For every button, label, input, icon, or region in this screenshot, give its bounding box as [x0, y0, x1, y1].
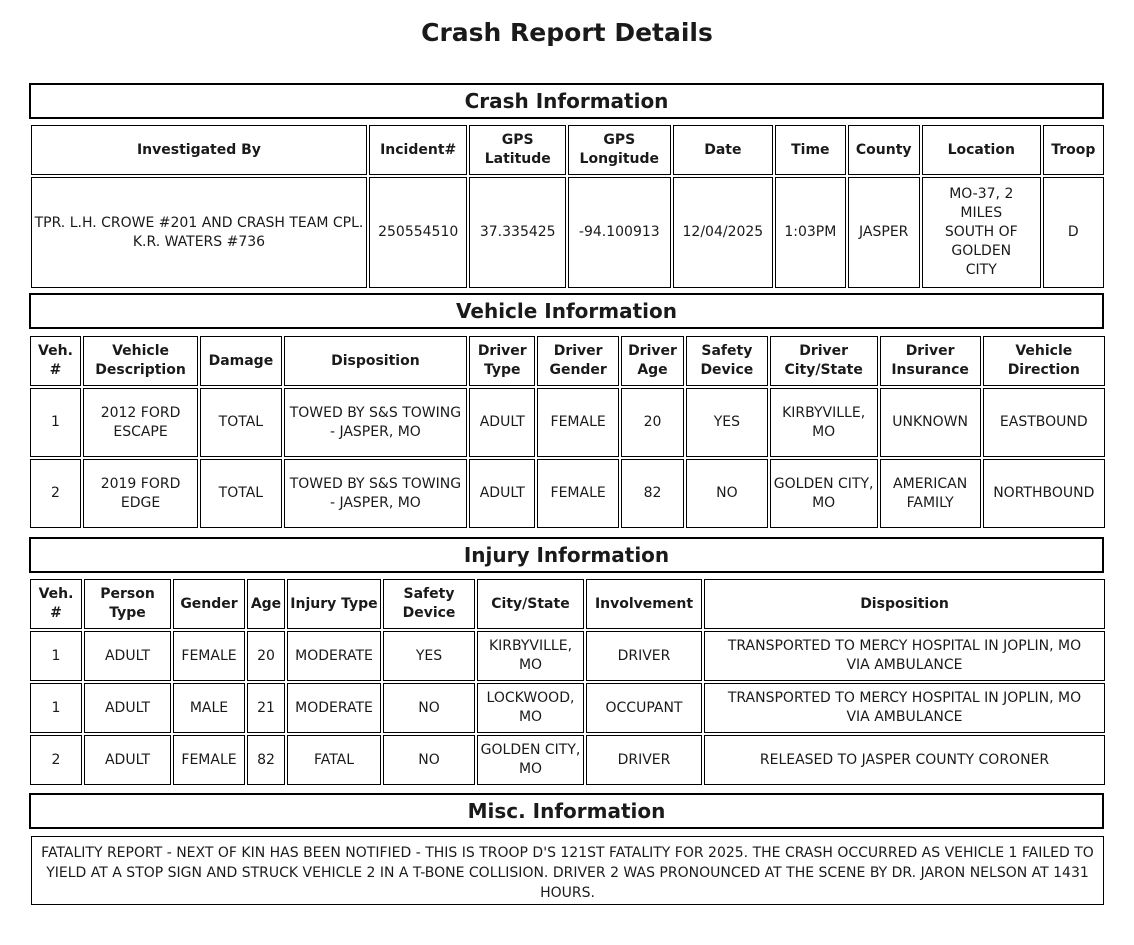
city-state-cell: LOCKWOOD, MO [477, 683, 584, 733]
time-cell: 1:03PM [775, 177, 845, 288]
col-header-disposition: Disposition [284, 336, 467, 386]
veh-number-cell: 1 [30, 631, 82, 681]
crash-data-row [31, 177, 1104, 288]
table-row [30, 388, 1105, 457]
safety-device-cell: NO [686, 459, 768, 528]
col-header-gps-latitude: GPS Latitude [469, 125, 566, 175]
vehicle-description-cell: 2012 FORD ESCAPE [83, 388, 198, 457]
crash-information-header: Crash Information [29, 83, 1104, 119]
injury-type-cell: FATAL [287, 735, 381, 785]
vehicle-header-row [30, 336, 1105, 386]
driver-type-cell: ADULT [469, 459, 535, 528]
person-type-cell: ADULT [84, 735, 171, 785]
city-state-cell: GOLDEN CITY, MO [477, 735, 584, 785]
driver-age-cell: 20 [621, 388, 684, 457]
vehicle-information-header: Vehicle Information [29, 293, 1104, 329]
vehicle-direction-cell: EASTBOUND [983, 388, 1105, 457]
city-state-cell: KIRBYVILLE, MO [477, 631, 584, 681]
col-header-safety-device: Safety Device [686, 336, 768, 386]
disposition-cell: TRANSPORTED TO MERCY HOSPITAL IN JOPLIN, MO VIA AMBULANCE [704, 683, 1105, 733]
gps-latitude-cell: 37.335425 [469, 177, 566, 288]
person-type-cell: ADULT [84, 683, 171, 733]
driver-city-state-cell: KIRBYVILLE, MO [770, 388, 878, 457]
col-header-injury-type: Injury Type [287, 579, 381, 629]
col-header-time: Time [775, 125, 845, 175]
col-header-safety-device: Safety Device [383, 579, 475, 629]
col-header-city-state: City/State [477, 579, 584, 629]
date-cell: 12/04/2025 [673, 177, 774, 288]
troop-cell: D [1043, 177, 1104, 288]
veh-number-cell: 1 [30, 388, 81, 457]
col-header-veh-number: Veh. # [30, 579, 82, 629]
col-header-location: Location [922, 125, 1041, 175]
col-header-vehicle-description: Vehicle Description [83, 336, 198, 386]
gender-cell: FEMALE [173, 631, 245, 681]
col-header-troop: Troop [1043, 125, 1104, 175]
damage-cell: TOTAL [200, 388, 282, 457]
col-header-vehicle-direction: Vehicle Direction [983, 336, 1105, 386]
col-header-investigated-by: Investigated By [31, 125, 367, 175]
veh-number-cell: 1 [30, 683, 82, 733]
gender-cell: MALE [173, 683, 245, 733]
veh-number-cell: 2 [30, 459, 81, 528]
vehicle-information-table [28, 334, 1107, 530]
incident-cell: 250554510 [369, 177, 468, 288]
damage-cell: TOTAL [200, 459, 282, 528]
driver-gender-cell: FEMALE [537, 388, 619, 457]
person-type-cell: ADULT [84, 631, 171, 681]
table-row [30, 683, 1105, 733]
disposition-cell: TRANSPORTED TO MERCY HOSPITAL IN JOPLIN, MO VIA AMBULANCE [704, 631, 1105, 681]
safety-device-cell: YES [383, 631, 475, 681]
col-header-gps-longitude: GPS Longitude [568, 125, 671, 175]
injury-type-cell: MODERATE [287, 683, 381, 733]
disposition-cell: RELEASED TO JASPER COUNTY CORONER [704, 735, 1105, 785]
col-header-gender: Gender [173, 579, 245, 629]
county-cell: JASPER [848, 177, 920, 288]
col-header-incident: Incident# [369, 125, 468, 175]
age-cell: 82 [247, 735, 285, 785]
driver-city-state-cell: GOLDEN CITY, MO [770, 459, 878, 528]
involvement-cell: DRIVER [586, 735, 702, 785]
injury-information-header: Injury Information [29, 537, 1104, 573]
col-header-date: Date [673, 125, 774, 175]
col-header-disposition: Disposition [704, 579, 1105, 629]
driver-insurance-cell: AMERICAN FAMILY [880, 459, 981, 528]
col-header-involvement: Involvement [586, 579, 702, 629]
table-row [30, 459, 1105, 528]
involvement-cell: OCCUPANT [586, 683, 702, 733]
safety-device-cell: NO [383, 735, 475, 785]
col-header-driver-age: Driver Age [621, 336, 684, 386]
veh-number-cell: 2 [30, 735, 82, 785]
col-header-driver-insurance: Driver Insurance [880, 336, 981, 386]
driver-type-cell: ADULT [469, 388, 535, 457]
injury-information-table [28, 577, 1107, 787]
disposition-cell: TOWED BY S&S TOWING - JASPER, MO [284, 459, 467, 528]
table-row [30, 631, 1105, 681]
safety-device-cell: YES [686, 388, 768, 457]
misc-information-header: Misc. Information [29, 793, 1104, 829]
col-header-driver-gender: Driver Gender [537, 336, 619, 386]
age-cell: 20 [247, 631, 285, 681]
investigated-by-cell: TPR. L.H. CROWE #201 AND CRASH TEAM CPL. K.R. WATERS #736 [31, 177, 367, 288]
col-header-veh-number: Veh. # [30, 336, 81, 386]
table-row [30, 735, 1105, 785]
involvement-cell: DRIVER [586, 631, 702, 681]
col-header-county: County [848, 125, 920, 175]
injury-type-cell: MODERATE [287, 631, 381, 681]
driver-gender-cell: FEMALE [537, 459, 619, 528]
safety-device-cell: NO [383, 683, 475, 733]
vehicle-direction-cell: NORTHBOUND [983, 459, 1105, 528]
location-cell: MO-37, 2 MILES SOUTH OF GOLDEN CITY [922, 177, 1041, 288]
disposition-cell: TOWED BY S&S TOWING - JASPER, MO [284, 388, 467, 457]
crash-information-table [29, 123, 1106, 290]
misc-information-text: FATALITY REPORT - NEXT OF KIN HAS BEEN NOTIFIED - THIS IS TROOP D'S 121ST FATALITY FOR 2025. THE CRASH OCCURRED AS VEHICLE 1 FAILED TO YIELD AT A STOP SIGN AND STRUCK VEHICLE 2 IN A T-BONE COLLISION. DRIVER 2 WAS PRONOUNCED AT THE SCENE BY DR. JARON NELSON AT 1431 HOURS. [31, 836, 1104, 905]
driver-age-cell: 82 [621, 459, 684, 528]
col-header-damage: Damage [200, 336, 282, 386]
driver-insurance-cell: UNKNOWN [880, 388, 981, 457]
crash-header-row [31, 125, 1104, 175]
col-header-driver-type: Driver Type [469, 336, 535, 386]
age-cell: 21 [247, 683, 285, 733]
page-title: Crash Report Details [421, 18, 713, 47]
col-header-age: Age [247, 579, 285, 629]
vehicle-description-cell: 2019 FORD EDGE [83, 459, 198, 528]
injury-header-row [30, 579, 1105, 629]
col-header-person-type: Person Type [84, 579, 171, 629]
gender-cell: FEMALE [173, 735, 245, 785]
gps-longitude-cell: -94.100913 [568, 177, 671, 288]
col-header-driver-city-state: Driver City/State [770, 336, 878, 386]
